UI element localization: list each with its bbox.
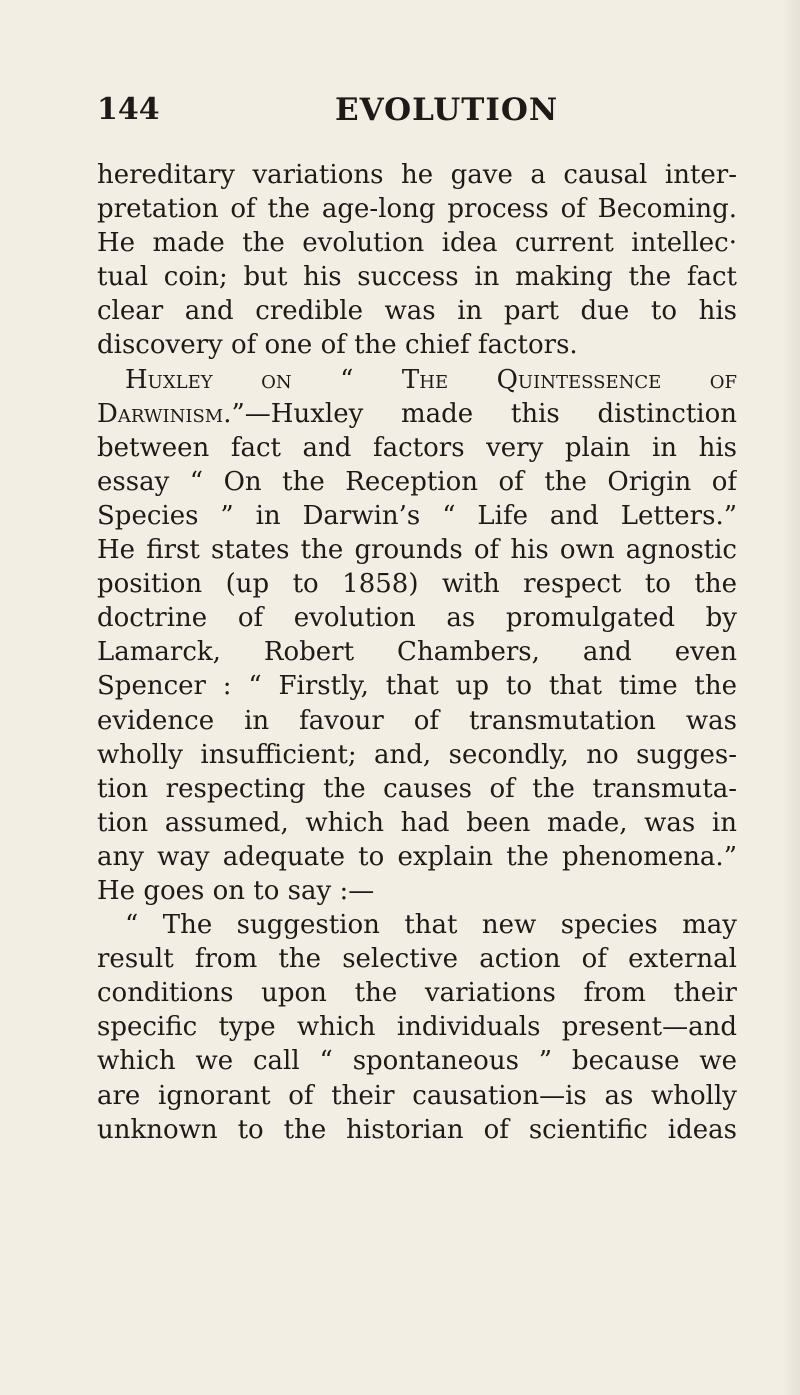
page-number: 144 (97, 92, 160, 127)
text-line: Spencer : “ Firstly, that up to that time the (97, 671, 737, 702)
text-line: between fact and factors very plain in his (97, 432, 737, 463)
text-line: He made the evolution idea current intellec· (97, 228, 737, 259)
text-line: position (up to 1858) with respect to the (97, 569, 737, 600)
text-line: He first states the grounds of his own agnostic (97, 535, 737, 566)
text-line: Lamarck, Robert Chambers, and even (97, 637, 737, 668)
text-line: hereditary variations he gave a causal inter- (97, 160, 737, 190)
text-line: doctrine of evolution as promulgated by (97, 603, 737, 634)
text-line: result from the selective action of external (97, 944, 737, 975)
text-line: Darwinism.”—Huxley made this distinction (97, 398, 737, 429)
text-line: are ignorant of their causation—is as wholly (97, 1080, 737, 1111)
text-line: evidence in favour of transmutation was (97, 705, 737, 736)
text-line: discovery of one of the chief factors. (97, 330, 578, 361)
text-line: clear and credible was in part due to his (97, 296, 737, 327)
text-line: tion assumed, which had been made, was in (97, 807, 737, 838)
text-line: Huxley on “ The Quintessence of (125, 364, 737, 395)
page-edge-shadow (782, 0, 800, 1395)
body-text (97, 158, 737, 1147)
text-line: any way adequate to explain the phenomena.” (97, 841, 737, 872)
text-line: which we call “ spontaneous ” because we (97, 1046, 737, 1077)
text-line: conditions upon the variations from their (97, 978, 737, 1009)
text-line: He goes on to say :— (97, 875, 375, 906)
running-head (97, 90, 737, 130)
text-line: pretation of the age-long process of Becoming. (97, 194, 737, 225)
text-line: unknown to the historian of scientific ideas (97, 1114, 737, 1145)
running-title: EVOLUTION (335, 92, 559, 128)
text-line: specific type which individuals present—and (97, 1012, 737, 1043)
text-line: wholly insufficient; and, secondly, no sugges- (97, 739, 737, 770)
text-line: Species ” in Darwin’s “ Life and Letters.” (97, 500, 737, 531)
text-line: tion respecting the causes of the transmuta- (97, 773, 737, 804)
text-line: “ The suggestion that new species may (125, 910, 737, 941)
text-line: essay “ On the Reception of the Origin of (97, 466, 737, 497)
text-line: tual coin; but his success in making the fact (97, 262, 737, 293)
